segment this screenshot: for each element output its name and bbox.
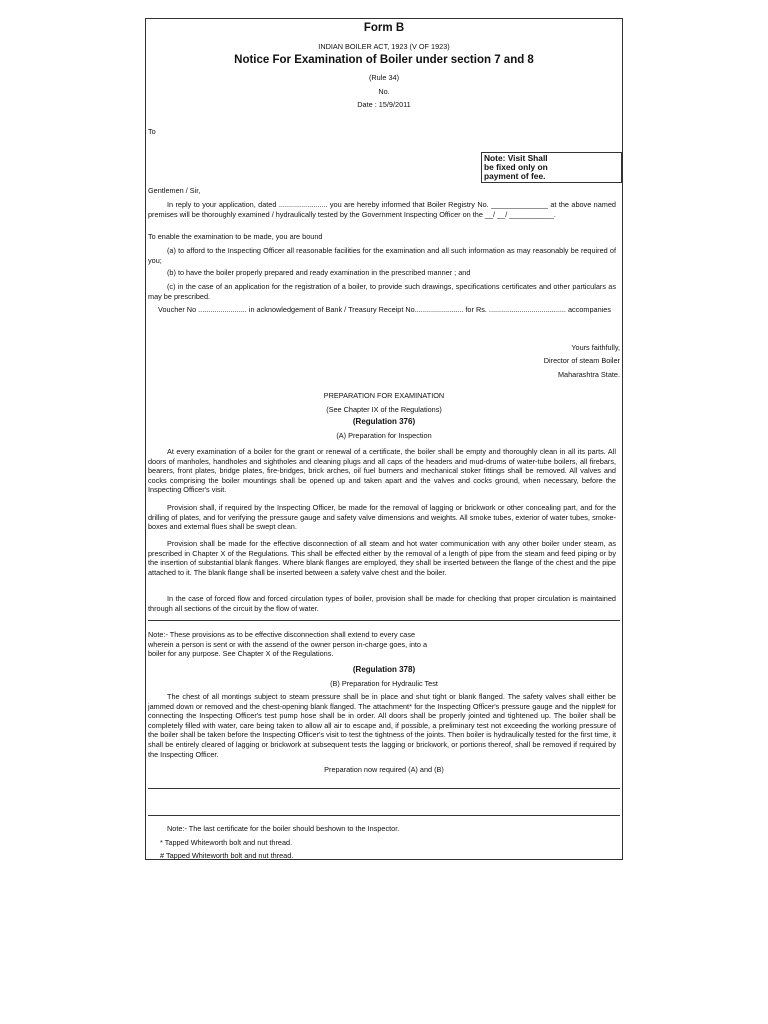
- act-reference: INDIAN BOILER ACT, 1923 (V OF 1923): [318, 42, 450, 51]
- regulation-376: (Regulation 376): [352, 417, 416, 426]
- certificate-note: Note:- The last certificate for the boiler should beshown to the Inspector.: [167, 824, 400, 833]
- regulation-378: (Regulation 378): [352, 665, 416, 674]
- item-a: (a) to afford to the Inspecting Officer all reasonable facilities for the examination and all such information as may reasonably be required of you;: [148, 246, 616, 265]
- disconnection-note-line-2: wherein a person is sent or with the assend of the owner person in-charge goes, into a: [148, 640, 428, 649]
- divider: [148, 620, 620, 621]
- item-c: (c) in the case of an application for the registration of a boiler, to provide such drawings, specifications certificates and other particulars as may be prescribed.: [148, 282, 616, 301]
- number-label: No.: [378, 87, 390, 96]
- signature-state: Maharashtra State.: [557, 370, 620, 379]
- salutation: Gentlemen / Sir,: [148, 186, 201, 195]
- preparation-required-line: Preparation now required (A) and (B): [324, 765, 444, 774]
- signature-yours-faithfully: Yours faithfully,: [571, 343, 620, 352]
- notice-title: Notice For Examination of Boiler under section 7 and 8: [234, 54, 534, 66]
- hydraulic-test-heading: (B) Preparation for Hydraulic Test: [330, 679, 438, 688]
- enable-line: To enable the examination to be made, you are bound: [148, 232, 323, 241]
- footnote-star: * Tapped Whiteworth bolt and nut thread.: [160, 838, 293, 847]
- signature-director: Director of steam Boiler: [543, 356, 620, 365]
- to-label: To: [148, 127, 156, 136]
- preparation-inspection-heading: (A) Preparation for Inspection: [336, 431, 432, 440]
- voucher-line: Voucher No ........................ in acknowledgement of Bank / Treasury Receipt No........................ for Rs. ...................................... accompanies: [158, 305, 611, 314]
- inspection-paragraph-4: In the case of forced flow and forced circulation types of boiler, provision shall be made for checking that proper circulation is maintained through all sections of the circuit by the flow of water.: [148, 594, 616, 613]
- divider: [148, 815, 620, 816]
- form-document: [145, 18, 623, 860]
- hydraulic-test-paragraph: The chest of all montings subject to steam pressure shall be in place and shut tight or blank flanged. The safety valves shall either be jammed down or removed and the chest-opening blank flanged. The attachment* for the Inspecting Officer's pressure gauge and the nipple# for connecting the Inspecting Officer's test pump hose shall be in order. All doors shall be properly jointed and tightened up. The boiler shall be completely filled with water, care being taken to allow all air to escape and, if possible, a preliminary test not exceeding the working pressure of the boiler shall be taken before the Inspecting Officer's visit to test the tightness of the joints. Then boiler is hydraulically tested for the first time, it shall be entirely cleared of lagging or brickwork at subsequent tests the lagging or brickwork, or portions thereof, shall be removed if required by the Inspecting Officer.: [148, 692, 616, 759]
- chapter-reference: (See Chapter IX of the Regulations): [326, 405, 442, 414]
- preparation-heading: PREPARATION FOR EXAMINATION: [323, 391, 445, 400]
- divider: [148, 788, 620, 789]
- inspection-paragraph-1: At every examination of a boiler for the grant or renewal of a certificate, the boiler shall be empty and thoroughly clean in all its parts. All doors of manholes, handholes and sightholes and cleaning plugs and all caps of the headers and mud-drums of water-tube boilers, all firebars, bearers, front plates, bridge plates, fire-bridges, brick arches, oil fuel burners and mechanical stoker fittings shall be removed. All valves and cocks comprising the boiler mountings shall be opened up and taken apart and the valves and cocks ground, when necessary, before the Inspecting Officer's visit.: [148, 447, 616, 495]
- inspection-paragraph-2: Provision shall, if required by the Inspecting Officer, be made for the removal of lagging or brickwork or other concealing part, and for the drilling of plates, and for verifying the pressure gauge and safety valve dimensions and weights. All smoke tubes, exterior of water tubes, smoke-boxes and external flues shall be swept clean.: [148, 503, 616, 532]
- footnote-hash: # Tapped Whiteworth bolt and nut thread.: [160, 851, 294, 860]
- form-title: Form B: [363, 22, 405, 34]
- inspection-paragraph-3: Provision shall be made for the effective disconnection of all steam and hot water communication with any other boiler under steam, as prescribed in Chapter X of the Regulations. This shall be effected either by the removal of a length of pipe from the steam and feed piping or by the insertion of substantial blank flanges. Where blank flanges are employed, they shall be inserted between the flange of the chest and the pipe attached to it. The blank flange shall be inserted between a safety valve chest and the boiler.: [148, 539, 616, 577]
- item-b: (b) to have the boiler properly prepared and ready examination in the prescribed manner ; and: [167, 268, 471, 277]
- rule-reference: (Rule 34): [368, 73, 399, 82]
- intro-paragraph: In reply to your application, dated ........................ you are hereby informed that Boiler Registry No. ______________ at the above named premises will be thoroughly examined / hydraulically tested by the Government Inspecting Officer on the __/ __/ ___________.: [148, 200, 616, 219]
- date-label: Date : 15/9/2011: [357, 100, 411, 109]
- disconnection-note-line-3: boiler for any purpose. See Chapter X of the Regulations.: [148, 649, 334, 658]
- disconnection-note-line-1: Note:- These provisions as to be effective disconnection shall extend to every case: [148, 630, 416, 639]
- visit-fee-note-box: Note: Visit Shall be fixed only on payment of fee.: [481, 152, 622, 183]
